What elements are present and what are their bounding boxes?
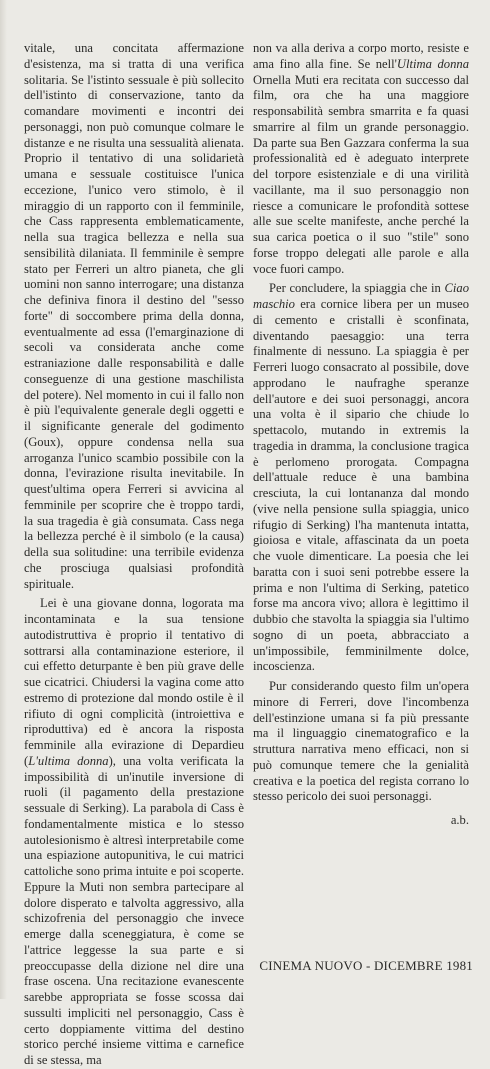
page-binding-shadow: [0, 0, 7, 999]
running-footer: CINEMA NUOVO - DICEMBRE 1981: [259, 958, 473, 973]
body-paragraph: [253, 41, 469, 277]
film-title: Ultima donna: [396, 56, 469, 71]
film-title: Ciao maschio: [253, 281, 469, 311]
body-text: era cornice libera per un museo di cemento e cristalli è sconfinata, diventando paesaggio: una terra finalmente di nessuno. La spiaggia è per Ferreri luogo consacrato al possibile, dove approdano le naufraghe speranze dell'autore e dei suoi personaggi, ancora una volta è il sipario che chiude lo spettacolo, mutando in extremis la tragedia in dramma, la conclusione tragica è perlomeno prorogata. Compagna dell'attuale reduce è una bambina cresciuta, la cui lontananza dal mondo (vive nella pensione sulla spiaggia, unico rifugio di Serking) l'ha mantenuta intatta, gioiosa e vitale, affascinata da un poeta che vuole dimenticare. La poesia che lei baratta con i suoi seni potrebbe essere la prima e non l'ultima di Serking, patetico forse ma ancora vivo; allora è legittimo il dubbio che stavolta la spiaggia sia l'ultimo sogno di un poeta, abbracciato a un'impossibile, femminilmente dolce, incoscienza.: [253, 297, 469, 674]
body-paragraph: vitale, una concitata affermazione d'esistenza, ma si tratta di una verifica solitaria. Se l'istinto sessuale è più sollecito dell'istinto di conservazione, tanto da comandare movimenti e incontri dei personaggi, non può comunque colmare le distanze e ne risulta una sessualità alienata. Proprio il tentativo di una solidarietà umana e sessuale costituisce l'unica eccezione, l'unico vero stimolo, è il miraggio di un rapporto con il femminile, che Cass rappresenta emblematicamente, nella sua tragica bellezza e nella sua sensibilità dilaniata. Il femminile è sempre stato per Ferreri un altro pianeta, che gli uomini non sanno interrogare; una distanza che definiva finora il destino del "sesso forte" di soccombere prima della donna, eventualmente ad essa (l'emarginazione di secoli va considerata anche come estraniazione dalle responsabilità e dalle conseguenze di una gestione maschilista del potere). Nel momento in cui il fallo non è più l'equivalente generale degli oggetti e il significante generale del godimento (Goux), oppure condensa nella sua arroganza l'unico scambio possibile con la donna, l'evirazione risulta inevitabile. In quest'ultima opera Ferreri si avvicina al femminile per scoprire che è troppo tardi, la sua tragedia è già consumata. Cass nega la bellezza perché è il simbolo (e la causa) della sua solitudine: una terribile evidenza che prosciuga qualsiasi profondità spirituale.: [24, 41, 244, 591]
body-paragraph: [253, 281, 469, 675]
body-text: Lei è una giovane donna, logorata ma incontaminata e la sua tensione autodistruttiva è proprio il tentativo di sottrarsi alla contaminazione esteriore, il cui effetto deturpante è ben più grave delle sue cicatrici. Chiudersi la vagina come atto estremo di protezione dal mondo ostile è il rifiuto di ogni complicità (introiettiva e riproduttiva) ed è ancora la risposta femminile alla evirazione di Depardieu (: [24, 596, 244, 768]
film-title: L'ultima donna: [28, 753, 109, 768]
body-text: non va alla deriva a corpo morto, resiste e ama fino alla fine. Se nell': [253, 41, 469, 71]
author-signature: a.b.: [450, 813, 469, 827]
body-paragraph: Pur considerando questo film un'opera minore di Ferreri, dove l'incombenza dell'estinzione umana si fa più pressante ma il linguaggio cinematografico e la struttura narrativa meno efficaci, non si può comunque temere che la genialità creativa e la poetica del regista corrano lo stesso pericolo dei suoi personaggi.: [253, 679, 469, 804]
body-text: Per concludere, la spiaggia che in: [269, 281, 445, 296]
body-text: ), una volta verificata la impossibilità di un'inutile inversione di ruoli (il pagamento della prestazione sessuale di Serking). La parabola di Cass è fondamentalmente mistica e lo stesso autolesionismo è altresì interpretabile come una espiazione autopunitiva, le cui matrici cattoliche sono prima intuite e poi scoperte. Eppure la Muti non sembra partecipare al dolore disperato e talvolta aggressivo, alla schizofrenia del personaggio che invece emerge dalla sceneggiatura, è come se l'attrice leggesse la sua parte e si preoccupasse della dizione nel dire una frase oscena. Una recitazione evanescente sarebbe appropriata se fosse scossa dai sussulti impliciti nel personaggio, Cass è certo doppiamente vittima del destino storico perché insieme vittima e carnefice di se stessa, ma: [24, 753, 244, 1067]
body-text: Ornella Muti era recitata con successo dal film, ora che ha una maggiore responsabilità sembra smarrita e fa quasi smarrire al film un grande personaggio. Da parte sua Ben Gazzara conferma la sua professionalità ed è adeguato interprete del torpore esistenziale e di una virilità vacillante, ma il suo personaggio non riesce a comunicare le profondità sottese alle sue scelte manifeste, anche perché la sua carica poetica o il suo "stile" sono forse troppo delegati alle parole e alla voce fuori campo.: [253, 72, 469, 276]
left-column: [24, 41, 244, 1069]
right-column: [253, 41, 469, 829]
body-paragraph: [24, 596, 244, 1069]
